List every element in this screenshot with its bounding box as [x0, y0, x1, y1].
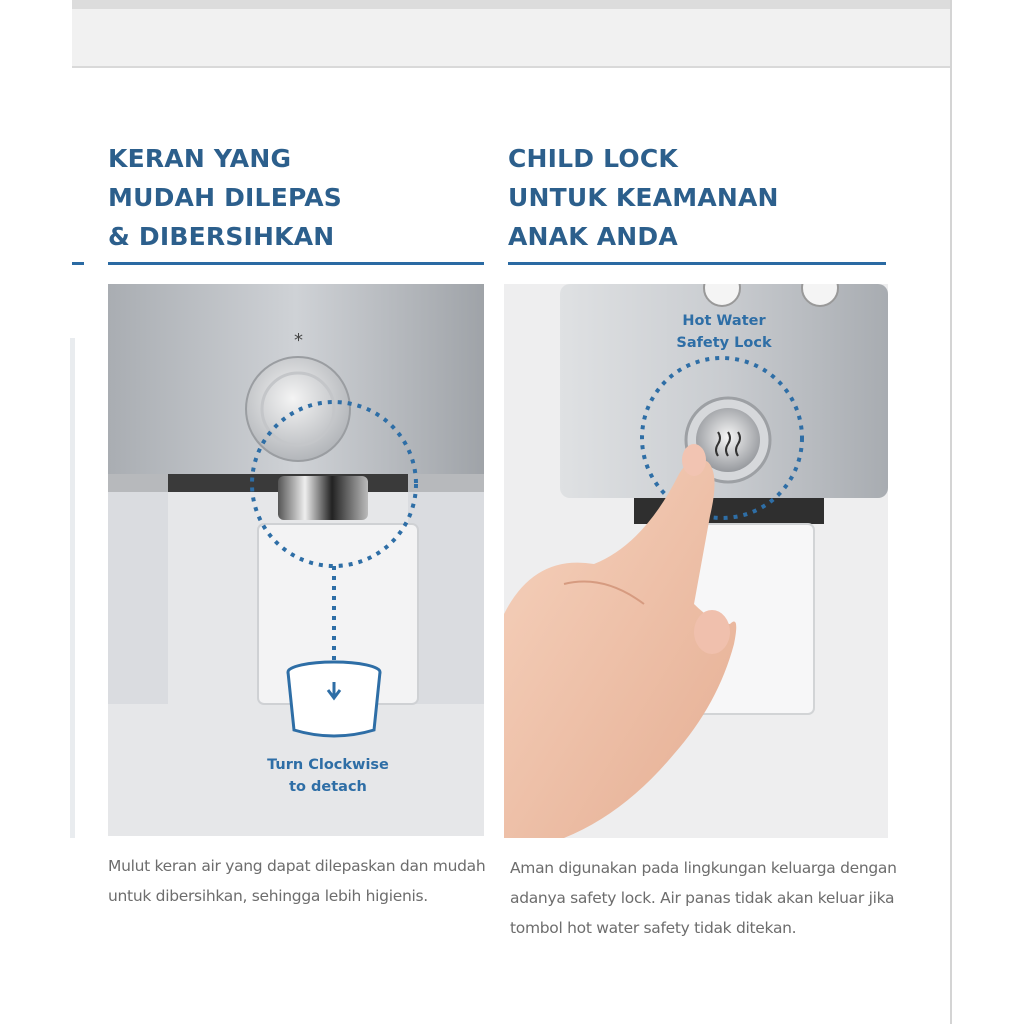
feature-description-child-lock: Aman digunakan pada lingkungan keluarga dengan adanya safety lock. Air panas tidak akan keluar jika tombol hot water safety tidak ditekan.: [510, 859, 897, 937]
heading-underline: [508, 262, 886, 265]
previous-section-sliver: [70, 338, 75, 838]
hot-water-safety-lock-label: Hot Water Safety Lock: [676, 313, 772, 351]
feature-heading-faucet: KERAN YANG MUDAH DILEPAS & DIBERSIHKAN: [108, 144, 342, 251]
cold-snowflake-icon: *: [294, 330, 303, 351]
page-edge: [950, 0, 952, 1024]
heading-underline: [108, 262, 484, 265]
previous-section-rule: [72, 262, 84, 265]
feature-description-faucet: Mulut keran air yang dapat dilepaskan dan mudah untuk dibersihkan, sehingga lebih higienis.: [108, 857, 486, 905]
faucet-photo: [108, 284, 484, 836]
feature-heading-child-lock: CHILD LOCK UNTUK KEAMANAN ANAK ANDA: [508, 144, 779, 251]
top-bar: [72, 0, 950, 68]
cup-icon: [288, 662, 380, 736]
turn-clockwise-label: Turn Clockwise to detach: [267, 757, 389, 795]
child-lock-photo: [504, 284, 888, 838]
